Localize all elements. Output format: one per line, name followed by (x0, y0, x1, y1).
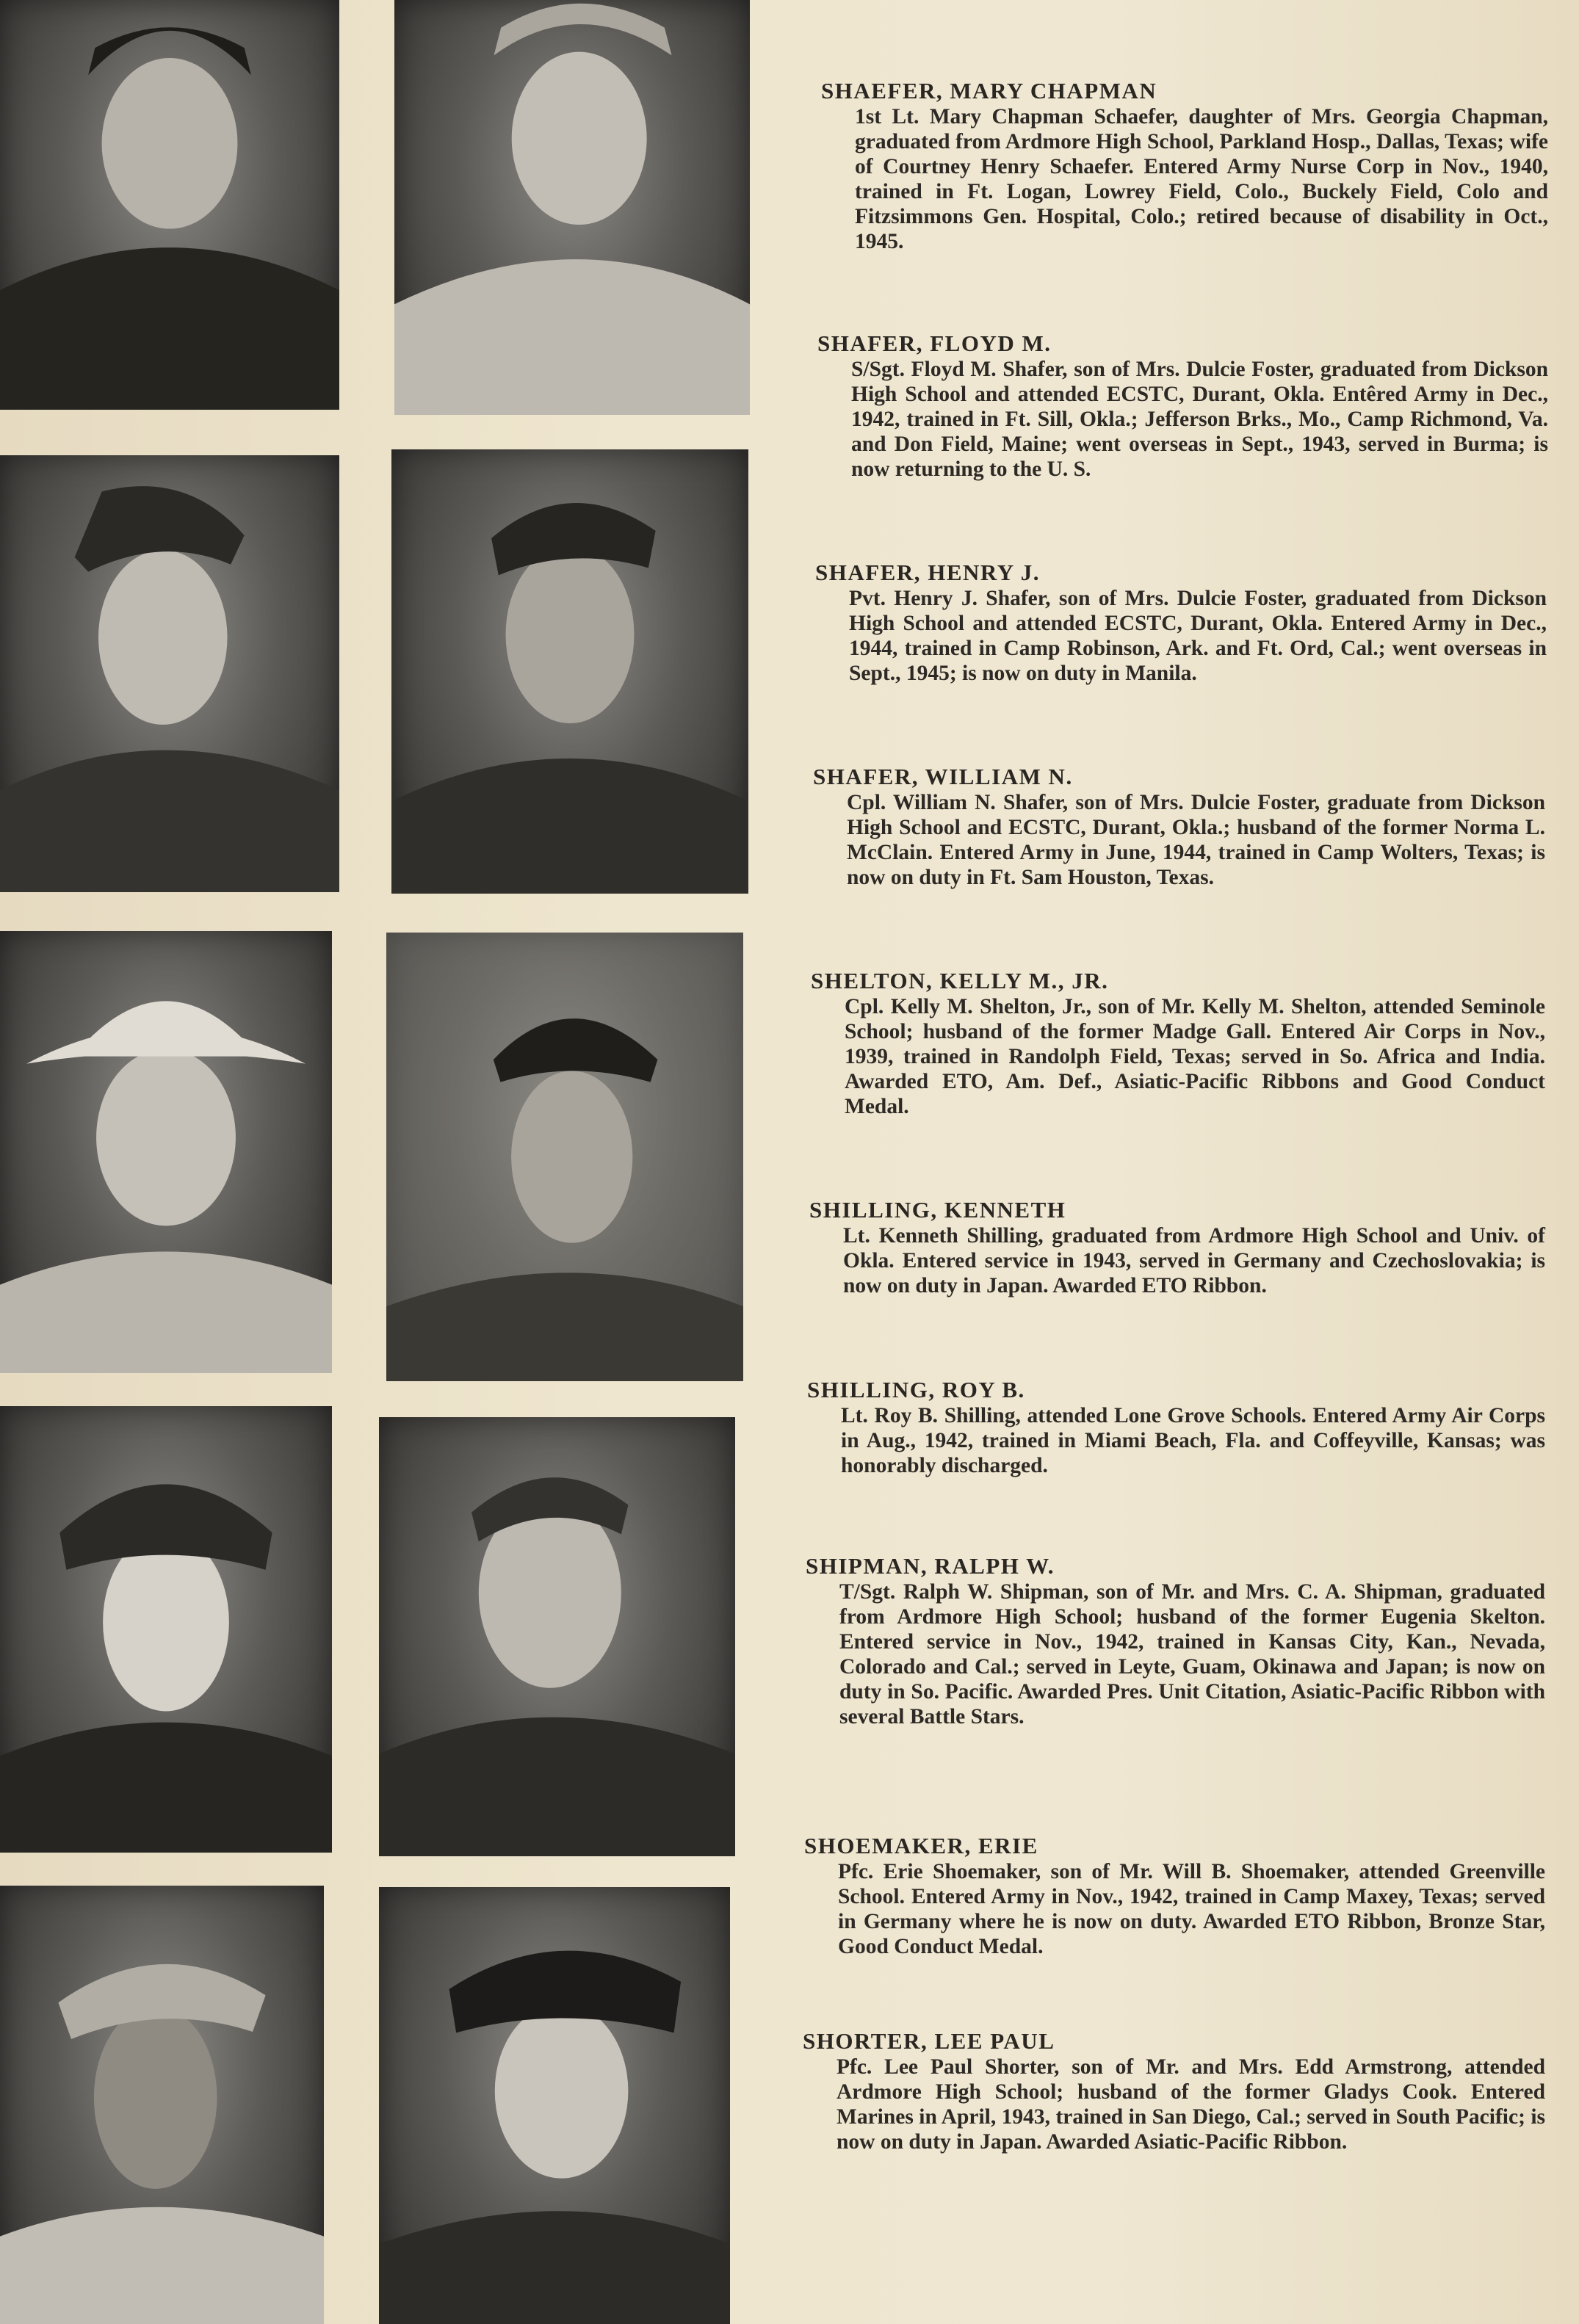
entry-bio: 1st Lt. Mary Chapman Schaefer, daughter of Mrs. Georgia Chapman, graduated from Ardmore High School, Parkland Hosp., Dallas, Texas; wife of Courtney Henry Schaefer. Entered Army Nurse Corp in Nov., 1940, trained in Ft. Logan, Lowrey Field, Colo., Buckely Field, Colo and Fitzsimmons Gen. Hospital, Colo.; retired because of disability in Oct., 1945. (855, 105, 1548, 253)
portrait-photo-shoemaker-erie (0, 1886, 324, 2324)
entry-shipman-ralph (806, 1553, 1545, 1729)
entry-shoemaker-erie (804, 1833, 1545, 1959)
entry-shaefer-mary (821, 78, 1548, 254)
portrait-photo-shelton-kelly (0, 931, 332, 1373)
entry-shafer-henry (815, 560, 1547, 686)
portrait-photo-shilling-roy (0, 1406, 332, 1853)
entry-bio: Lt. Kenneth Shilling, graduated from Ardmore High School and Univ. of Okla. Entered service in 1943, served in Germany and Czechoslovakia; is now on duty in Japan. Awarded ETO Ribbon. (843, 1224, 1545, 1297)
entry-name: SHILLING, ROY B. (807, 1377, 1025, 1402)
entry-bio: Pvt. Henry J. Shafer, son of Mrs. Dulcie Foster, graduated from Dickson High School and attended ECSTC, Durant, Okla. Entered Army in Dec., 1944, trained in Camp Robinson, Ark. and Ft. Ord, Cal.; went overseas in Sept., 1945; is now on duty in Manila. (849, 587, 1547, 685)
entry-shorter-lee (803, 2028, 1545, 2154)
portrait-photo-shafer-henry (391, 449, 748, 894)
entry-bio: Cpl. Kelly M. Shelton, Jr., son of Mr. Kelly M. Shelton, attended Seminole School; husband of the former Madge Gall. Entered Air Corps in Nov., 1939, trained in Randolph Field, Texas; served in So. Africa and India. Awarded ETO, Am. Def., Asiatic-Pacific Ribbons and Good Conduct Medal. (845, 995, 1545, 1118)
portrait-photo-shorter-lee (379, 1887, 730, 2324)
entry-name: SHORTER, LEE PAUL (803, 2028, 1055, 2054)
entry-bio: S/Sgt. Floyd M. Shafer, son of Mrs. Dulcie Foster, graduated from Dickson High School and attended ECSTC, Durant, Okla. Entêred Army in Dec., 1942, trained in Ft. Sill, Okla.; Jefferson Brks., Mo., Camp Richmond, Va. and Don Field, Maine; went overseas in Sept., 1943, served in Burma; is now returning to the U. S. (851, 358, 1548, 481)
portrait-photo-shaefer-mary (0, 0, 339, 410)
entry-name: SHAFER, FLOYD M. (817, 330, 1052, 356)
entry-bio: T/Sgt. Ralph W. Shipman, son of Mr. and Mrs. C. A. Shipman, graduated from Ardmore High School; husband of the former Eugenia Skelton. Entered service in Nov., 1942, trained in Kansas City, Kan., Nevada, Colorado and Cal.; served in Leyte, Guam, Okinawa and Japan; is now on duty in So. Pacific. Awarded Pres. Unit Citation, Asiatic-Pacific Ribbon with several Battle Stars. (839, 1580, 1545, 1728)
entry-bio: Lt. Roy B. Shilling, attended Lone Grove Schools. Entered Army Air Corps in Aug., 1942, trained in Miami Beach, Fla. and Coffeyville, Kansas; was honorably discharged. (841, 1404, 1545, 1477)
portrait-photo-shafer-floyd (394, 0, 750, 415)
portrait-photo-shafer-william (0, 455, 339, 892)
entry-shafer-william (813, 764, 1545, 890)
entry-shafer-floyd (817, 330, 1548, 482)
portrait-photo-shilling-kenneth (386, 933, 743, 1381)
entry-name: SHOEMAKER, ERIE (804, 1833, 1038, 1858)
entry-bio: Pfc. Lee Paul Shorter, son of Mr. and Mrs. Edd Armstrong, attended Ardmore High School; husband of the former Gladys Cook. Entered Marines in April, 1943, trained in San Diego, Cal.; served in South Pacific; is now on duty in Japan. Awarded Asiatic-Pacific Ribbon. (837, 2055, 1545, 2154)
entry-name: SHAEFER, MARY CHAPMAN (821, 78, 1157, 104)
entry-name: SHILLING, KENNETH (809, 1197, 1066, 1223)
entry-shilling-kenneth (809, 1197, 1545, 1298)
entry-bio: Cpl. William N. Shafer, son of Mrs. Dulcie Foster, graduate from Dickson High School and ECSTC, Durant, Okla.; husband of the former Norma L. McClain. Entered Army in June, 1944, trained in Camp Wolters, Texas; is now on duty in Ft. Sam Houston, Texas. (847, 791, 1545, 889)
entry-name: SHELTON, KELLY M., JR. (811, 968, 1109, 993)
entry-shelton-kelly (811, 968, 1545, 1119)
entry-name: SHAFER, HENRY J. (815, 560, 1040, 585)
entry-name: SHIPMAN, RALPH W. (806, 1553, 1055, 1579)
entry-name: SHAFER, WILLIAM N. (813, 764, 1073, 789)
portrait-photo-shipman-ralph (379, 1417, 735, 1856)
entry-bio: Pfc. Erie Shoemaker, son of Mr. Will B. Shoemaker, attended Greenville School. Entered Army in Nov., 1942, trained in Camp Maxey, Texas; served in Germany where he is now on duty. Awarded ETO Ribbon, Bronze Star, Good Conduct Medal. (838, 1860, 1545, 1958)
entry-shilling-roy (807, 1377, 1545, 1478)
